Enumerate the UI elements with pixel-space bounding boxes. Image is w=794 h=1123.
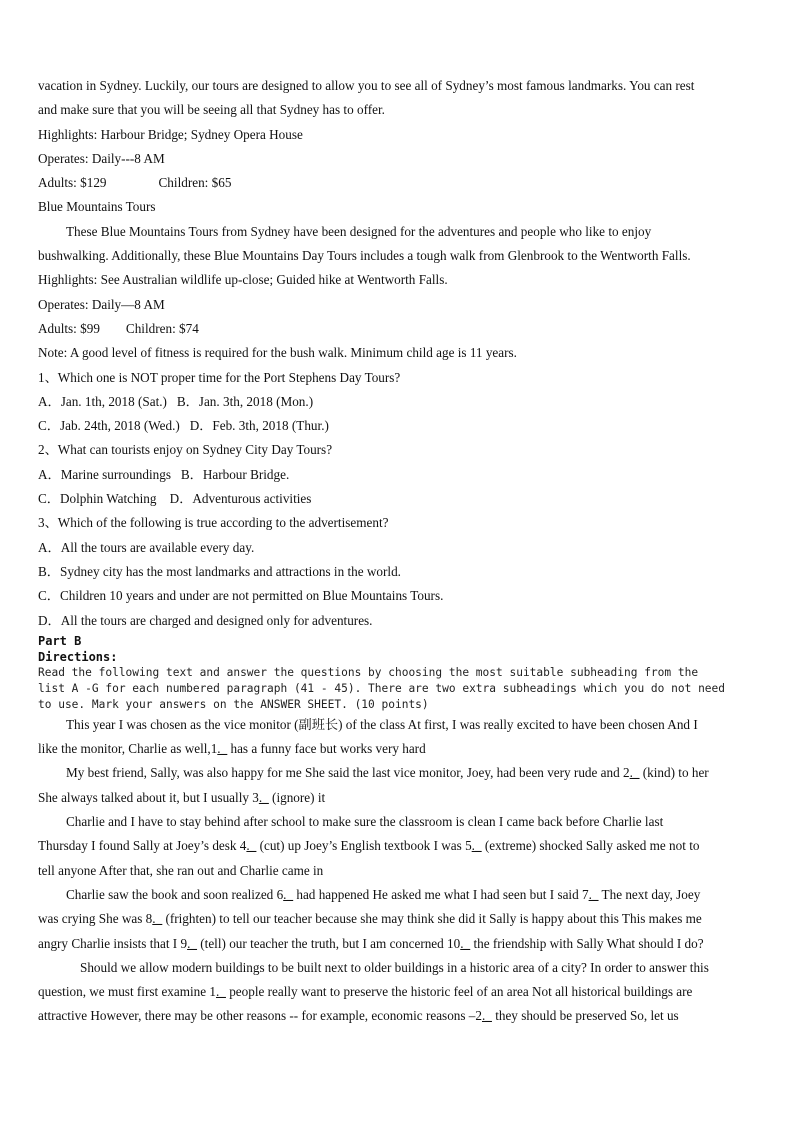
story-line [38, 761, 758, 785]
text-segment: (ignore) it [268, 789, 326, 805]
option-a: A．All the tours are available every day. [38, 539, 255, 555]
text-segment: has a funny face but works very hard [227, 741, 426, 757]
text-segment: like the monitor, Charlie as well,1 [38, 741, 218, 757]
blue-mountains-title: Blue Mountains Tours [38, 199, 156, 215]
text-line: and make sure that you will be seeing all that Sydney has to offer. [38, 102, 385, 118]
directions-text: Read the following text and answer the questions by choosing the most suitable subheading from the [38, 665, 699, 679]
answer-blank: ._ [217, 741, 228, 757]
city-tour-children: Children: $65 [158, 175, 232, 191]
buildings-text [38, 1004, 758, 1028]
story-line [38, 713, 758, 737]
buildings-text [38, 980, 758, 1004]
story-line [38, 932, 758, 956]
option-b: B．Jan. 3th, 2018 (Mon.) [176, 393, 314, 409]
text-segment: (extreme) shocked Sally asked me not to [481, 838, 700, 854]
text-segment: question, we must first examine 1 [38, 984, 216, 1000]
text-segment: angry Charlie insists that I 9 [38, 935, 188, 951]
text-segment: (kind) to her [639, 765, 709, 781]
city-tour-highlights: Highlights: Harbour Bridge; Sydney Opera House [38, 126, 303, 142]
option-b: B．Harbour Bridge. [180, 466, 290, 482]
text-segment: The next day, Joey [598, 886, 701, 902]
text-segment: the friendship with Sally What should I do? [470, 935, 704, 951]
option-c: C．Children 10 years and under are not permitted on Blue Mountains Tours. [38, 588, 444, 604]
text-segment: people really want to preserve the historic feel of an area Not all historical buildings are [225, 984, 693, 1000]
story-passage [38, 713, 758, 956]
blue-mountains-desc: bushwalking. Additionally, these Blue Mountains Day Tours includes a tough walk from Glenbrook to the Wentworth Falls. [38, 248, 691, 264]
text-segment: tell anyone After that, she ran out and Charlie came in [38, 862, 324, 878]
story-line [38, 737, 758, 761]
answer-blank: ._ [588, 886, 599, 902]
text-segment: Charlie and I have to stay behind after school to make sure the classroom is clean I came back before Charlie last [66, 814, 664, 830]
story-line [38, 810, 758, 834]
blue-mountains-prices [38, 317, 758, 341]
story-line [38, 883, 758, 907]
option-a: A．Jan. 1th, 2018 (Sat.) [38, 393, 167, 409]
question-2: 2、What can tourists enjoy on Sydney City Day Tours? [38, 442, 333, 458]
answer-blank: ._ [246, 838, 257, 854]
story-line [38, 907, 758, 931]
blue-mountains-adults: Adults: $99 [38, 320, 100, 336]
question-1-options [38, 414, 758, 438]
answer-blank: ._ [460, 935, 471, 951]
directions-text: list A -G for each numbered paragraph (41 - 45). There are two extra subheadings which you do not need [38, 681, 726, 695]
text-segment: was crying She was 8 [38, 911, 153, 927]
text-segment: they should be preserved So, let us [491, 1008, 679, 1024]
option-b: B．Sydney city has the most landmarks and attractions in the world. [38, 563, 401, 579]
question-2-options [38, 487, 758, 511]
story-line [38, 786, 758, 810]
part-b-title: Part B [38, 633, 82, 648]
text-segment: (cut) up Joey’s English textbook I was 5 [256, 838, 472, 854]
text-segment: (tell) our teacher the truth, but I am concerned 10 [196, 935, 461, 951]
blue-mountains-highlights: Highlights: See Australian wildlife up-close; Guided hike at Wentworth Falls. [38, 272, 448, 288]
answer-blank: ._ [471, 838, 482, 854]
directions-label: Directions: [38, 649, 118, 664]
text-segment: Charlie saw the book and soon realized 6 [66, 886, 284, 902]
option-d: D．Adventurous activities [169, 491, 312, 507]
option-d: D．All the tours are charged and designed only for adventures. [38, 612, 373, 628]
city-tour-adults: Adults: $129 [38, 175, 107, 191]
option-a: A．Marine surroundings [38, 466, 171, 482]
document-page [38, 74, 758, 1029]
option-c: C．Jab. 24th, 2018 (Wed.) [38, 418, 180, 434]
blue-mountains-desc: These Blue Mountains Tours from Sydney have been designed for the adventures and people who like to enjoy [66, 223, 652, 239]
text-segment: had happened He asked me what I had seen but I said 7 [293, 886, 589, 902]
answer-blank: ._ [629, 765, 640, 781]
city-tour-prices [38, 171, 758, 195]
text-line: vacation in Sydney. Luckily, our tours are designed to allow you to see all of Sydney’s most famous landmarks. You can rest [38, 78, 695, 93]
blue-mountains-children: Children: $74 [125, 320, 199, 336]
blue-mountains-note: Note: A good level of fitness is required for the bush walk. Minimum child age is 11 years. [38, 345, 517, 361]
option-d: D．Feb. 3th, 2018 (Thur.) [189, 418, 329, 434]
text-segment: This year I was chosen as the vice monitor (副班长) of the class At first, I was really excited to have been chosen And I [66, 716, 698, 732]
answer-blank: ._ [283, 886, 294, 902]
text-segment: attractive However, there may be other reasons -- for example, economic reasons –2 [38, 1008, 482, 1024]
text-segment: She always talked about it, but I usually 3 [38, 789, 259, 805]
answer-blank: ._ [216, 984, 226, 1000]
answer-blank: ._ [152, 911, 163, 927]
text-segment: (frighten) to tell our teacher because she may think she did it Sally is happy about this This makes me [162, 911, 702, 927]
question-3: 3、Which of the following is true according to the advertisement? [38, 515, 389, 531]
directions-text: to use. Mark your answers on the ANSWER SHEET. (10 points) [38, 697, 429, 711]
city-tour-operates: Operates: Daily---8 AM [38, 150, 165, 166]
buildings-text: Should we allow modern buildings to be built next to older buildings in a historic area of a city? In order to answer this [80, 959, 709, 975]
answer-blank: ._ [258, 789, 269, 805]
story-line [38, 834, 758, 858]
text-segment: My best friend, Sally, was also happy for me She said the last vice monitor, Joey, had been very rude and 2 [66, 765, 630, 781]
option-c: C．Dolphin Watching [38, 491, 157, 507]
question-2-options [38, 463, 758, 487]
question-1-options [38, 390, 758, 414]
answer-blank: ._ [482, 1008, 492, 1024]
text-segment: Thursday I found Sally at Joey’s desk 4 [38, 838, 247, 854]
story-line [38, 859, 758, 883]
blue-mountains-operates: Operates: Daily—8 AM [38, 296, 165, 312]
question-1: 1、Which one is NOT proper time for the Port Stephens Day Tours? [38, 369, 401, 385]
answer-blank: ._ [187, 935, 197, 951]
